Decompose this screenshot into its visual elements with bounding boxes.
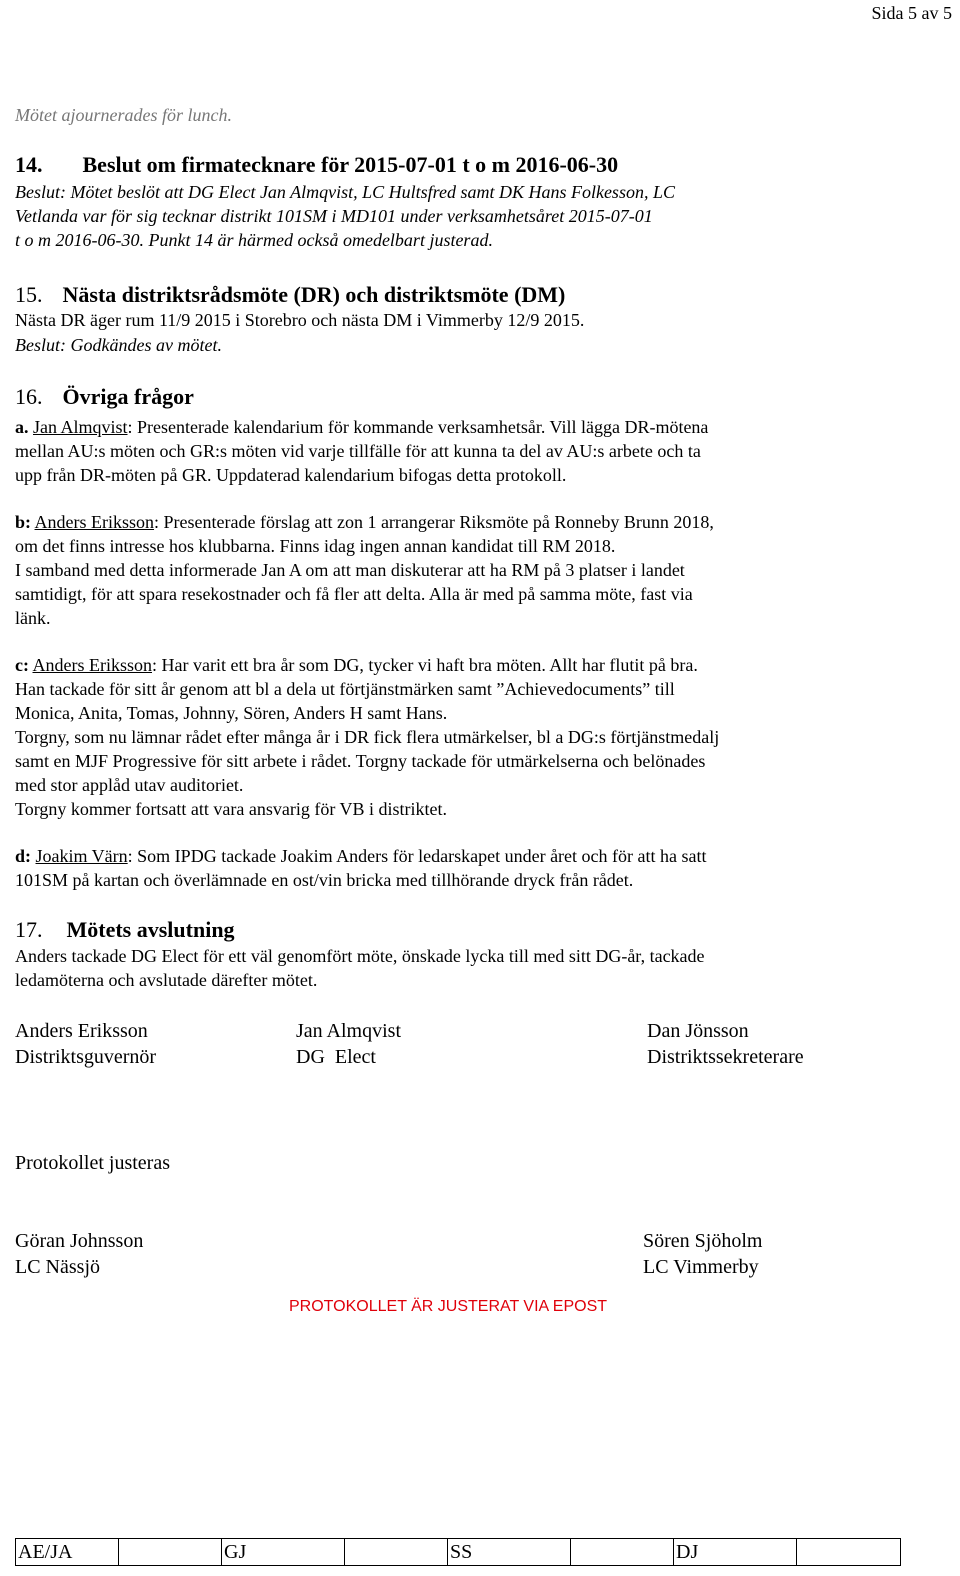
section-16-heading [15, 383, 194, 411]
adjuster-name: Sören Sjöholm [643, 1230, 763, 1252]
item-a-person: Jan Almqvist [33, 417, 128, 437]
item-b-line: I samband med detta informerade Jan A om att man diskuterar att ha RM på 3 platser i landet [15, 560, 685, 580]
initials-cell: SS [448, 1539, 571, 1566]
section-16-title: Övriga frågor [62, 384, 194, 409]
section-17-line: ledamöterna och avslutade därefter mötet. [15, 970, 318, 990]
item-c-person: Anders Eriksson [32, 655, 152, 675]
section-15-decision: Beslut: Godkändes av mötet. [15, 335, 222, 355]
initials-cell-blank [119, 1539, 222, 1566]
section-14-body [15, 180, 845, 252]
item-a [15, 415, 845, 487]
section-14-line: t o m 2016-06-30. Punkt 14 är härmed också omedelbart justerad. [15, 230, 493, 250]
signature-role: Distriktsguvernör [15, 1046, 157, 1068]
item-c-line: Torgny, som nu lämnar rådet efter många år i DR fick flera utmärkelser, bl a DG:s förtjänstmedalj [15, 727, 720, 747]
section-17-body [15, 944, 845, 992]
signature-role: DG Elect [296, 1046, 376, 1068]
signature-name: Anders Eriksson [15, 1020, 148, 1042]
section-15-title: Nästa distriktsrådsmöte (DR) och distriktsmöte (DM) [62, 282, 566, 307]
item-c-line: : Har varit ett bra år som DG, tycker vi haft bra möten. Allt har flutit på bra. [152, 655, 698, 675]
item-c-line: med stor applåd utav auditoriet. [15, 775, 244, 795]
signature-role: Distriktssekreterare [647, 1046, 804, 1068]
item-c-line: Monica, Anita, Tomas, Johnny, Sören, Anders H samt Hans. [15, 703, 448, 723]
section-14-heading [15, 151, 618, 179]
initials-cell: GJ [222, 1539, 345, 1566]
item-b-line: : Presenterade förslag att zon 1 arrangerar Riksmöte på Ronneby Brunn 2018, [154, 512, 714, 532]
item-c-line: Torgny kommer fortsatt att vara ansvarig för VB i distriktet. [15, 799, 447, 819]
item-d-letter: d: [15, 846, 32, 866]
section-17-heading [15, 916, 235, 944]
item-d-line: 101SM på kartan och överlämnade en ost/vin bricka med tillhörande dryck från rådet. [15, 870, 634, 890]
item-d-line: : Som IPDG tackade Joakim Anders för ledarskapet under året och för att ha satt [127, 846, 707, 866]
signature-name: Dan Jönsson [647, 1020, 749, 1042]
item-c-line: Han tackade för sitt år genom att bl a dela ut förtjänstmärken samt ”Achievedocuments” till [15, 679, 675, 699]
section-17-number: 17. [15, 917, 43, 942]
item-d-person: Joakim Värn [35, 846, 128, 866]
item-c-line: samt en MJF Progressive för sitt arbete i rådet. Torgny tackade för utmärkelserna och belönades [15, 751, 706, 771]
initials-cell: DJ [674, 1539, 797, 1566]
signature-name: Jan Almqvist [296, 1020, 402, 1042]
item-b-person: Anders Eriksson [34, 512, 155, 532]
initials-cell-blank [345, 1539, 448, 1566]
item-b-line: länk. [15, 608, 51, 628]
signature-block [296, 1018, 401, 1070]
item-a-line: mellan AU:s möten och GR:s möten vid varje tillfälle för att kunna ta del av AU:s arbete och ta [15, 441, 701, 461]
adjuster-role: LC Nässjö [15, 1256, 100, 1278]
item-d [15, 844, 845, 892]
item-c-letter: c: [15, 655, 29, 675]
item-c [15, 653, 845, 821]
item-b-line: samtidigt, för att spara resekostnader och få fler att delta. Alla är med på samma möte, fast via [15, 584, 693, 604]
section-14-number: 14. [15, 152, 43, 177]
item-b-line: om det finns intresse hos klubbarna. Finns idag ingen annan kandidat till RM 2018. [15, 536, 616, 556]
adjuster-name: Göran Johnsson [15, 1230, 144, 1252]
initials-cell-blank [797, 1539, 901, 1566]
signature-block [15, 1018, 156, 1070]
adjuster-block [15, 1228, 143, 1280]
section-15-text: Nästa DR äger rum 11/9 2015 i Storebro och nästa DM i Vimmerby 12/9 2015. [15, 310, 585, 330]
section-15-number: 15. [15, 282, 43, 307]
section-14-line: Vetlanda var för sig tecknar distrikt 101SM i MD101 under verksamhetsåret 2015-07-01 [15, 206, 653, 226]
initials-cell: AE/JA [16, 1539, 119, 1566]
initials-row [16, 1539, 901, 1566]
section-16-number: 16. [15, 384, 43, 409]
item-a-line: upp från DR-möten på GR. Uppdaterad kalendarium bifogas detta protokoll. [15, 465, 567, 485]
adjuster-block [643, 1228, 762, 1280]
adjuster-role: LC Vimmerby [643, 1256, 759, 1278]
section-15-heading [15, 281, 565, 309]
section-17-line: Anders tackade DG Elect för ett väl genomfört möte, önskade lycka till med sitt DG-år, tackade [15, 946, 705, 966]
adjusted-note: PROTOKOLLET ÄR JUSTERAT VIA EPOST [289, 1298, 608, 1315]
page-number: Sida 5 av 5 [871, 3, 952, 23]
section-14-title: Beslut om firmatecknare för 2015-07-01 t o m 2016-06-30 [82, 152, 619, 177]
item-b [15, 510, 845, 630]
section-14-line: Beslut: Mötet beslöt att DG Elect Jan Almqvist, LC Hultsfred samt DK Hans Folkesson, LC [15, 182, 675, 202]
initials-table [15, 1538, 901, 1566]
item-b-letter: b: [15, 512, 32, 532]
item-a-line: : Presenterade kalendarium för kommande verksamhetsår. Vill lägga DR-mötena [127, 417, 709, 437]
initials-cell-blank [571, 1539, 674, 1566]
section-17-title: Mötets avslutning [66, 917, 235, 942]
protocol-label: Protokollet justeras [15, 1152, 170, 1174]
signature-block [647, 1018, 804, 1070]
lunch-note: Mötet ajournerades för lunch. [15, 105, 232, 125]
item-a-letter: a. [15, 417, 29, 437]
